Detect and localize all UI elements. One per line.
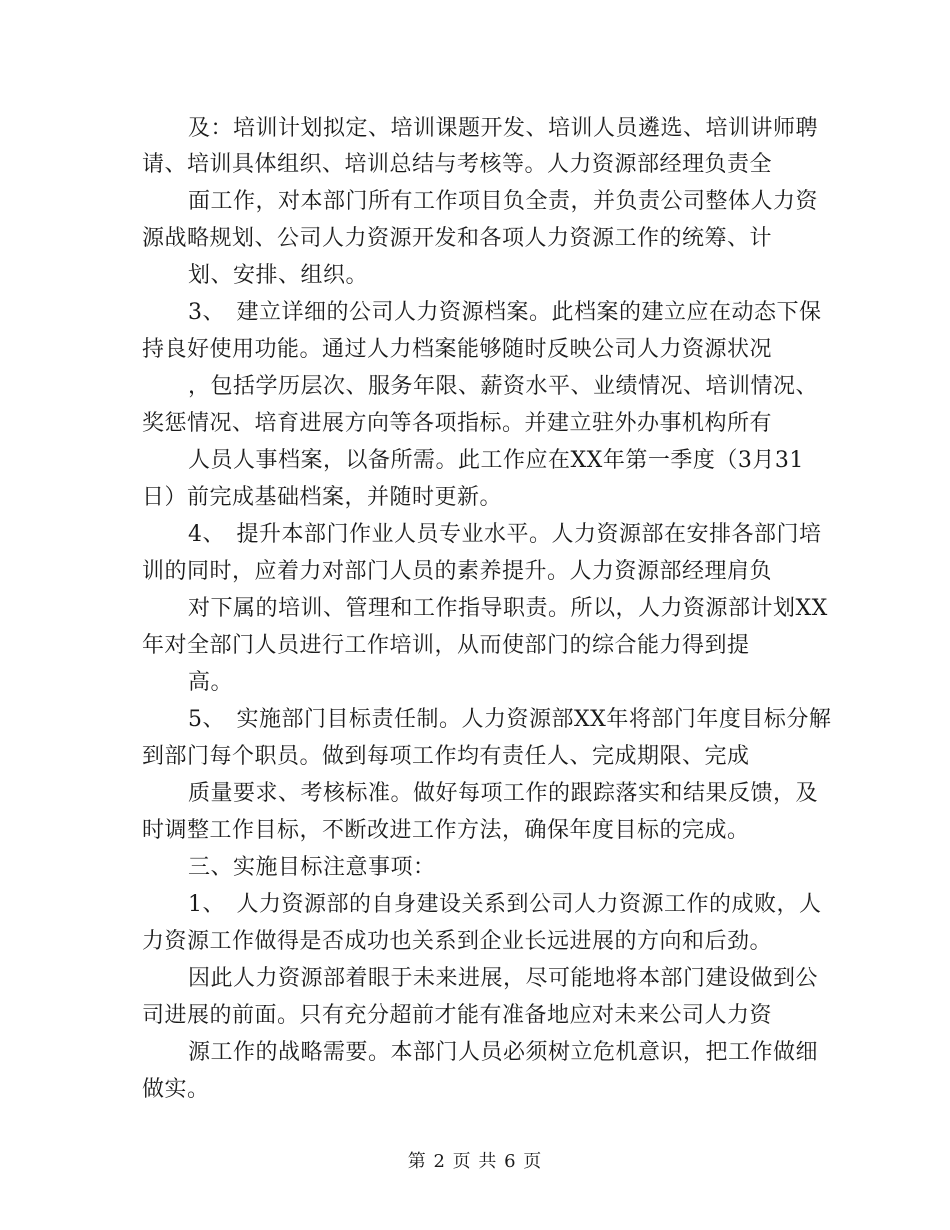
body-text-line: 年对全部门人员进行工作培训，从而使部门的综合能力得到提 [142, 633, 750, 658]
body-text-line: 持良好使用功能。通过人力档案能够随时反映公司人力资源状况 [142, 337, 773, 362]
body-text-line: 请、培训具体组织、培训总结与考核等。人力资源部经理负责全 [142, 152, 773, 177]
body-text-line: 时调整工作目标，不断改进工作方法，确保年度目标的完成。 [142, 818, 750, 843]
body-text-line: 到部门每个职员。做到每项工作均有责任人、完成期限、完成 [142, 744, 750, 769]
body-text-line: 面工作，对本部门所有工作项目负全责，并负责公司整体人力资 [188, 189, 819, 214]
body-text-line: 奖惩情况、培育进展方向等各项指标。并建立驻外办事机构所有 [142, 411, 773, 436]
body-text-line: 5、 实施部门目标责任制。人力资源部XX年将部门年度目标分解 [188, 707, 832, 732]
body-text-line: 4、 提升本部门作业人员专业水平。人力资源部在安排各部门培 [188, 522, 822, 547]
body-text-line: 源工作的战略需要。本部门人员必须树立危机意识，把工作做细 [188, 1040, 819, 1065]
body-text-line: 划、安排、组织。 [188, 263, 369, 288]
body-text-line: 质量要求、考核标准。做好每项工作的跟踪落实和结果反馈，及 [188, 781, 819, 806]
body-text-line: ，包括学历层次、服务年限、薪资水平、业绩情况、培训情况、 [188, 374, 819, 399]
body-text-line: 对下属的培训、管理和工作指导职责。所以，人力资源部计划XX [188, 596, 828, 621]
body-text-line: 人员人事档案，以备所需。此工作应在XX年第一季度（3月31 [188, 448, 804, 473]
body-text-line: 训的同时，应着力对部门人员的素养提升。人力资源部经理肩负 [142, 559, 773, 584]
body-text-line: 因此人力资源部着眼于未来进展，尽可能地将本部门建设做到公 [188, 966, 819, 991]
section-heading: 三、实施目标注意事项： [188, 855, 436, 880]
body-text-line: 司进展的前面。只有充分超前才能有准备地应对未来公司人力资 [142, 1003, 773, 1028]
body-text-line: 日）前完成基础档案，并随时更新。 [142, 485, 503, 510]
body-text-line: 源战略规划、公司人力资源开发和各项人力资源工作的统筹、计 [142, 226, 773, 251]
body-text-line: 1、 人力资源部的自身建设关系到公司人力资源工作的成败，人 [188, 892, 822, 917]
body-text-line: 做实。 [142, 1077, 210, 1102]
body-text-line: 高。 [188, 670, 234, 695]
page-number-footer: 第 2 页 共 6 页 [407, 1151, 543, 1172]
body-text-line: 3、 建立详细的公司人力资源档案。此档案的建立应在动态下保 [188, 300, 822, 325]
body-text-line: 力资源工作做得是否成功也关系到企业长远进展的方向和后劲。 [142, 929, 773, 954]
body-text-line: 及：培训计划拟定、培训课题开发、培训人员遴选、培训讲师聘 [188, 116, 819, 141]
